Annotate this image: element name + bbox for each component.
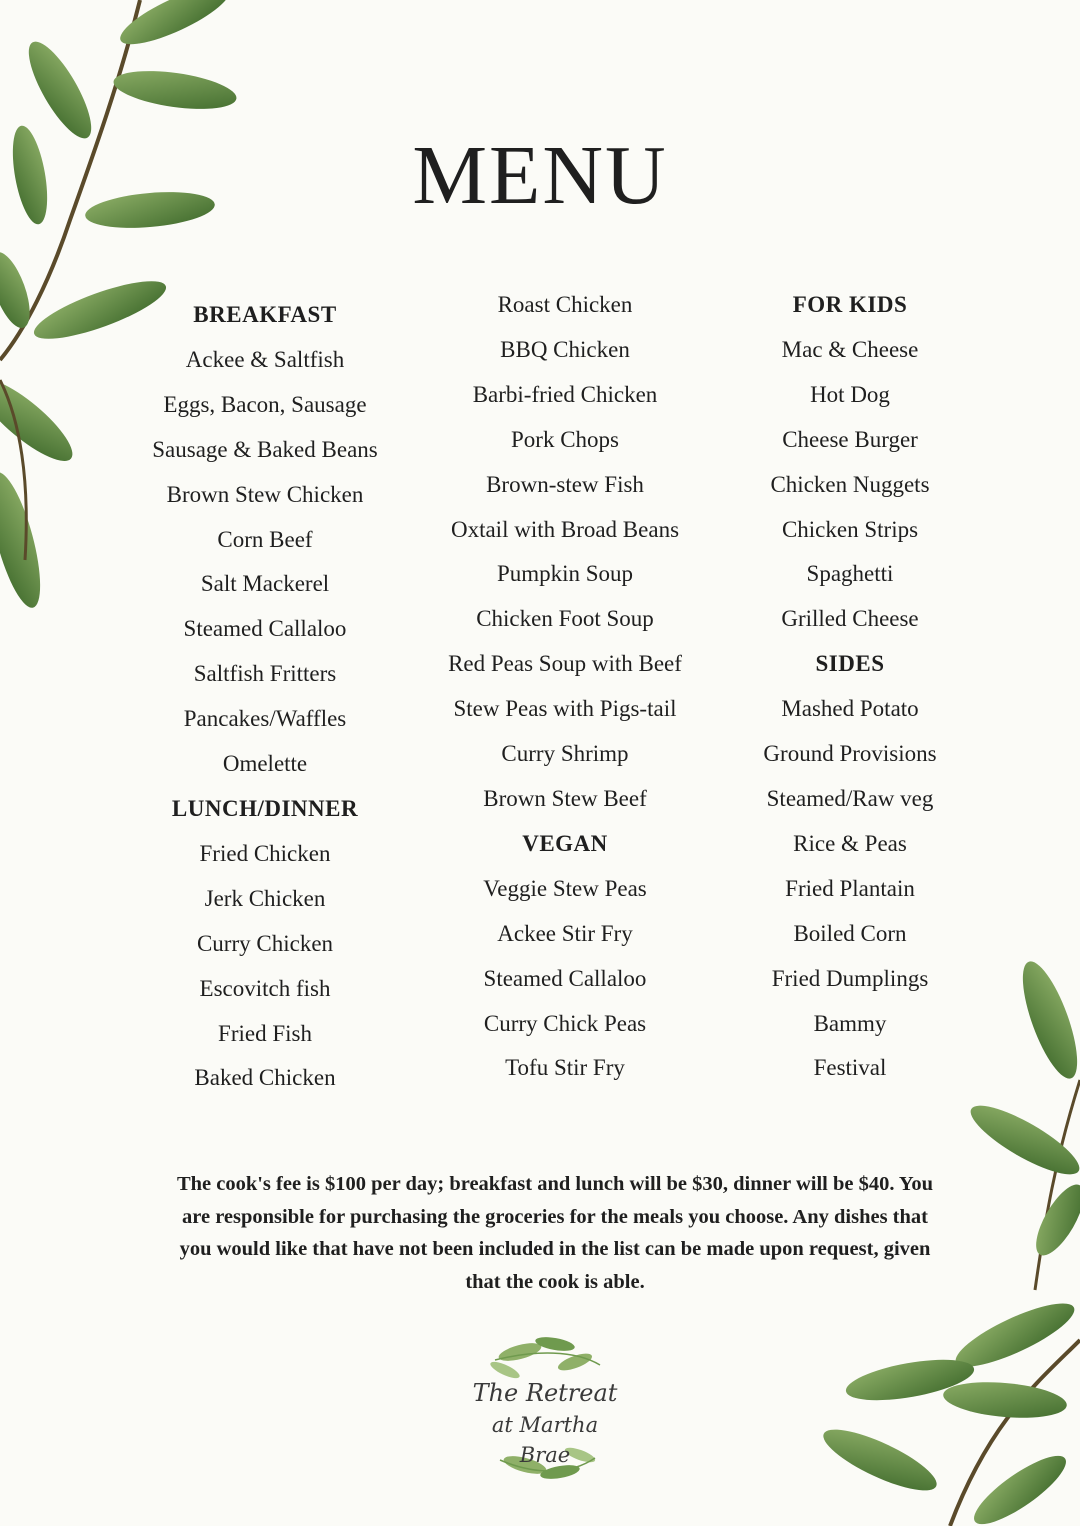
menu-item: Corn Beef <box>217 526 313 552</box>
logo-line-2: at Martha Brae <box>491 1413 599 1467</box>
menu-item: Curry Shrimp <box>501 741 629 767</box>
menu-item: Chicken Strips <box>781 516 919 542</box>
menu-item: Chicken Foot Soup <box>476 606 654 632</box>
menu-item: Eggs, Bacon, Sausage <box>163 391 367 417</box>
menu-item: Stew Peas with Pigs-tail <box>453 696 677 722</box>
menu-item: Mac & Cheese <box>781 336 919 362</box>
menu-column-3 <box>700 283 1000 1091</box>
menu-item: Ackee Stir Fry <box>497 920 633 946</box>
menu-item: Pork Chops <box>511 426 619 452</box>
retreat-logo <box>465 1330 625 1490</box>
menu-item: Festival <box>813 1055 887 1081</box>
menu-item: Omelette <box>222 751 308 777</box>
menu-item: Bammy <box>813 1010 887 1036</box>
menu-item: BBQ Chicken <box>500 336 630 362</box>
menu-item: Pancakes/Waffles <box>183 706 347 732</box>
menu-item: Hot Dog <box>810 381 890 407</box>
menu-item: Curry Chicken <box>196 930 334 956</box>
menu-section-heading: SIDES <box>815 651 885 677</box>
menu-section-heading: VEGAN <box>522 830 608 856</box>
menu-item: Brown Stew Chicken <box>166 481 364 507</box>
menu-item: Tofu Stir Fry <box>505 1055 625 1081</box>
pricing-note: The cook's fee is $100 per day; breakfast and lunch will be $30, dinner will be $40. You are responsible for purchasing the groceries for the meals you choose. Any dishes that you would like that have not been included in the list can be made upon request, given that the cook is able. <box>176 1173 934 1293</box>
menu-item: Rice & Peas <box>793 830 907 856</box>
menu-section-heading: FOR KIDS <box>792 292 908 317</box>
page-title: MENU <box>412 129 668 222</box>
menu-item: Roast Chicken <box>497 292 633 317</box>
menu-item: Curry Chick Peas <box>483 1010 647 1036</box>
menu-item: Boiled Corn <box>793 920 907 946</box>
menu-item: Jerk Chicken <box>204 885 326 911</box>
menu-section-heading: LUNCH/DINNER <box>171 795 359 821</box>
menu-section-heading: BREAKFAST <box>193 302 337 327</box>
menu-item: Salt Mackerel <box>200 571 330 597</box>
menu-item: Oxtail with Broad Beans <box>450 516 680 542</box>
menu-item: Grilled Cheese <box>781 606 919 632</box>
menu-item: Brown Stew Beef <box>483 785 647 811</box>
menu-item: Fried Dumplings <box>771 965 929 991</box>
logo-line-1: The Retreat <box>472 1379 618 1407</box>
menu-item: Chicken Nuggets <box>770 471 930 497</box>
menu-item: Steamed Callaloo <box>183 616 347 642</box>
menu-item: Steamed Callaloo <box>483 965 647 991</box>
menu-item: Pumpkin Soup <box>496 561 634 587</box>
menu-item: Baked Chicken <box>194 1065 336 1091</box>
menu-item: Brown-stew Fish <box>486 471 644 497</box>
menu-item: Sausage & Baked Beans <box>152 436 378 462</box>
menu-item: Cheese Burger <box>782 426 918 452</box>
menu-item: Ground Provisions <box>763 741 937 767</box>
menu-item: Saltfish Fritters <box>193 661 337 687</box>
menu-item: Escovitch fish <box>199 975 331 1001</box>
menu-item: Fried Chicken <box>199 840 331 866</box>
menu-item: Barbi-fried Chicken <box>472 381 658 407</box>
menu-item: Fried Plantain <box>785 875 915 901</box>
menu-item: Steamed/Raw veg <box>766 785 934 811</box>
menu-item: Ackee & Saltfish <box>185 346 345 372</box>
menu-item: Veggie Stew Peas <box>483 875 647 901</box>
menu-item: Spaghetti <box>806 561 894 587</box>
menu-item: Red Peas Soup with Beef <box>448 651 682 677</box>
menu-item: Fried Fish <box>218 1020 312 1046</box>
menu-item: Mashed Potato <box>781 696 919 722</box>
menu-column-2 <box>415 283 715 1091</box>
menu-column-1 <box>115 293 415 1101</box>
